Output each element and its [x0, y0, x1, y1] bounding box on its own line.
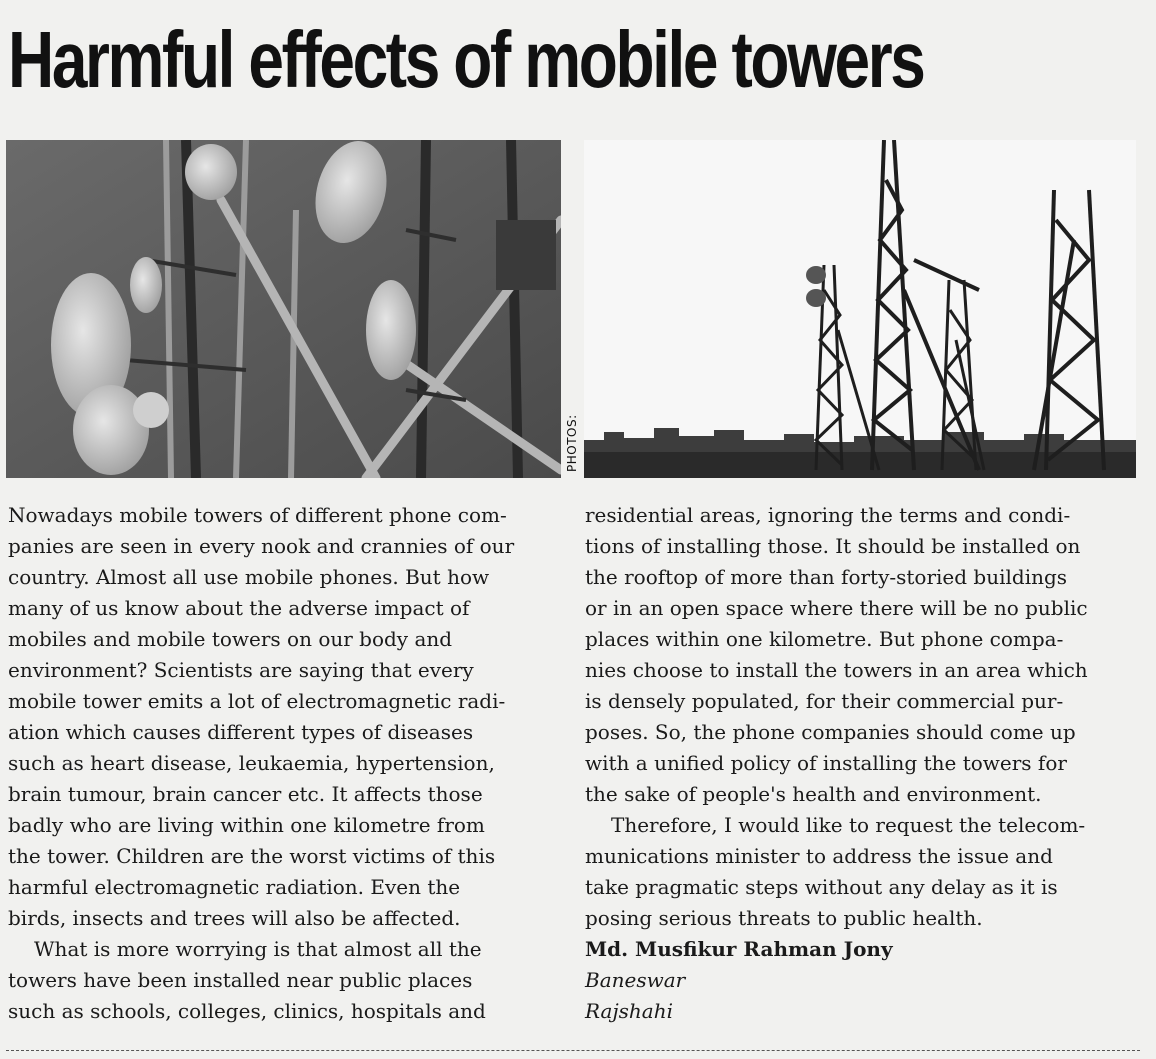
text-line: towers have been installed near public places — [8, 968, 473, 992]
text-line: panies are seen in every nook and crannies of our — [8, 534, 515, 558]
text-line: such as schools, colleges, clinics, hospitals and — [8, 999, 486, 1023]
text-line: many of us know about the adverse impact of — [8, 596, 470, 620]
text-line: mobiles and mobile towers on our body and — [8, 627, 453, 651]
text-line: or in an open space where there will be no public — [585, 596, 1088, 620]
text-line: posing serious threats to public health. — [585, 906, 983, 930]
text-line: brain tumour, brain cancer etc. It affects those — [8, 782, 483, 806]
text-line: with a unified policy of installing the towers for — [585, 751, 1067, 775]
photo-credit: PHOTOS: — [565, 414, 579, 472]
bottom-divider — [6, 1050, 1140, 1051]
article-column-right — [585, 500, 1140, 1027]
author-city: Rajshahi — [585, 999, 673, 1023]
text-line: badly who are living within one kilometre from — [8, 813, 485, 837]
photo-towers-skyline — [584, 140, 1136, 478]
author-locality: Baneswar — [585, 968, 686, 992]
text-line: harmful electromagnetic radiation. Even the — [8, 875, 461, 899]
text-line: Therefore, I would like to request the telecom- — [611, 813, 1086, 837]
text-line: tions of installing those. It should be installed on — [585, 534, 1081, 558]
headline: Harmful effects of mobile towers — [8, 15, 924, 104]
text-line: Nowadays mobile towers of different phone com- — [8, 503, 507, 527]
text-line: environment? Scientists are saying that every — [8, 658, 474, 682]
text-line: birds, insects and trees will also be affected. — [8, 906, 461, 930]
text-line: is densely populated, for their commercial pur- — [585, 689, 1064, 713]
text-line: the sake of people's health and environment. — [585, 782, 1042, 806]
text-line: the rooftop of more than forty-storied buildings — [585, 565, 1068, 589]
text-line: nies choose to install the towers in an area which — [585, 658, 1088, 682]
text-line: poses. So, the phone companies should come up — [585, 720, 1076, 744]
photo-antennas-closeup — [6, 140, 561, 478]
text-line: country. Almost all use mobile phones. But how — [8, 565, 490, 589]
text-line: residential areas, ignoring the terms and condi- — [585, 503, 1071, 527]
text-line: take pragmatic steps without any delay as it is — [585, 875, 1058, 899]
text-line: mobile tower emits a lot of electromagnetic radi- — [8, 689, 506, 713]
text-line: What is more worrying is that almost all the — [34, 937, 482, 961]
text-line: the tower. Children are the worst victims of this — [8, 844, 496, 868]
text-line: ation which causes different types of diseases — [8, 720, 474, 744]
author-name: Md. Musfikur Rahman Jony — [585, 937, 893, 961]
text-line: such as heart disease, leukaemia, hypertension, — [8, 751, 495, 775]
article-column-left — [8, 500, 563, 1027]
text-line: places within one kilometre. But phone compa- — [585, 627, 1064, 651]
text-line: munications minister to address the issue and — [585, 844, 1053, 868]
